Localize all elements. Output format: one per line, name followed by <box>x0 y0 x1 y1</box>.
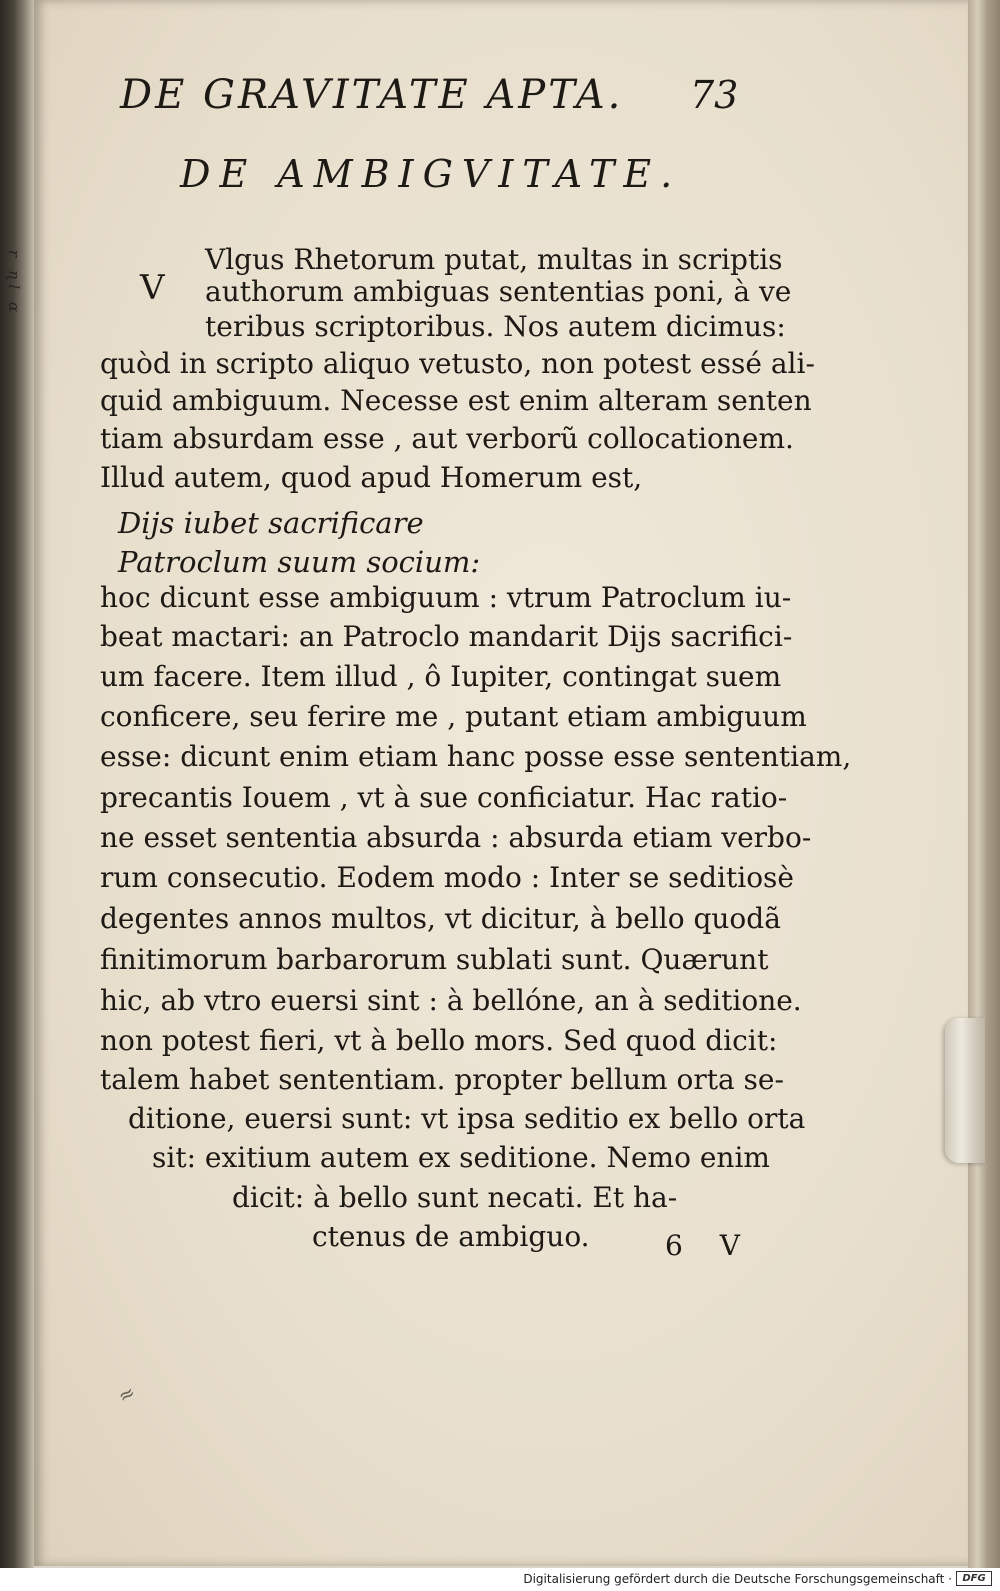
dfg-logo: DFG <box>956 1571 992 1586</box>
footer-bar <box>0 1568 1000 1591</box>
running-head: DE GRAVITATE APTA. <box>120 72 624 118</box>
text-line: degentes annos multos, vt dicitur, à bello quodã <box>100 902 781 935</box>
verse-line: Patroclum suum socium: <box>118 545 481 579</box>
text-line: Vlgus Rhetorum putat, multas in scriptis <box>205 243 783 276</box>
text-line: finitimorum barbarorum sublati sunt. Quærunt <box>100 943 769 976</box>
text-line: sit: exitium autem ex seditione. Nemo enim <box>152 1141 770 1174</box>
binding-margin-text: r ɳl ɑ <box>5 250 23 317</box>
text-line: conficere, seu ferire me , putant etiam ambiguum <box>100 700 807 733</box>
chapter-title: DE AMBIGVITATE. <box>180 152 682 196</box>
text-line: quòd in scripto aliquo vetusto, non potest essé ali- <box>100 347 815 380</box>
text-line: dicit: à bello sunt necati. Et ha- <box>232 1181 678 1214</box>
text-line: esse: dicunt enim etiam hanc posse esse sententiam, <box>100 740 852 773</box>
paper-speck: ≈ <box>113 1379 140 1409</box>
page-clip <box>945 1018 985 1163</box>
text-line: rum consecutio. Eodem modo : Inter se seditiosè <box>100 861 794 894</box>
book-binding <box>0 0 34 1568</box>
text-line: Illud autem, quod apud Homerum est, <box>100 461 643 494</box>
text-line: ctenus de ambiguo. <box>312 1220 590 1253</box>
page-fore-edge <box>968 0 1000 1568</box>
text-line: ne esset sententia absurda : absurda etiam verbo- <box>100 821 812 854</box>
text-line: precantis Iouem , vt à sue conficiatur. Hac ratio- <box>100 781 788 814</box>
signature-mark: 6 V <box>665 1229 754 1262</box>
text-line: ditione, euersi sunt: vt ipsa seditio ex bello orta <box>128 1102 806 1135</box>
text-line: quid ambiguum. Necesse est enim alteram senten <box>100 384 812 417</box>
text-line: talem habet sententiam. propter bellum orta se- <box>100 1063 784 1096</box>
initial-letter: V <box>140 268 165 308</box>
text-line: tiam absurdam esse , aut verborũ collocationem. <box>100 422 794 455</box>
text-line: um facere. Item illud , ô Iupiter, contingat suem <box>100 660 782 693</box>
footer-credit: Digitalisierung gefördert durch die Deutsche Forschungsgemeinschaft · <box>523 1572 952 1586</box>
text-line: authorum ambiguas sententias poni, à ve <box>205 275 792 308</box>
text-line: non potest fieri, vt à bello mors. Sed quod dicit: <box>100 1024 778 1057</box>
page-number: 73 <box>690 73 739 117</box>
text-line: hic, ab vtro euersi sint : à bellóne, an à seditione. <box>100 984 802 1017</box>
verse-line: Dijs iubet sacrificare <box>118 506 424 540</box>
text-line: teribus scriptoribus. Nos autem dicimus: <box>205 310 786 343</box>
text-line: hoc dicunt esse ambiguum : vtrum Patroclum iu- <box>100 581 792 614</box>
text-line: beat mactari: an Patroclo mandarit Dijs sacrifici- <box>100 620 793 653</box>
